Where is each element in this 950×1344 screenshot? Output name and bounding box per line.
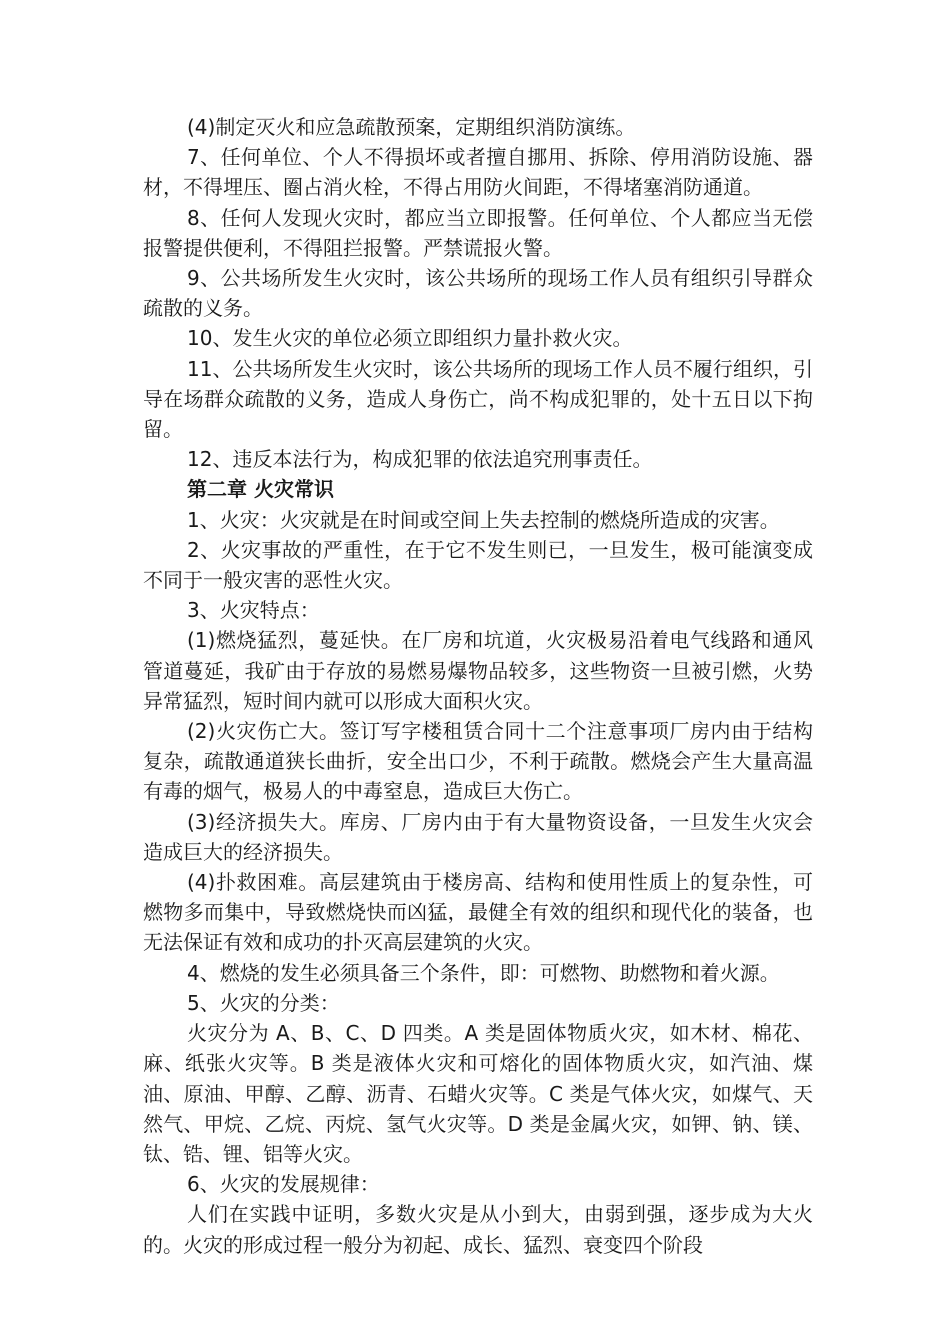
paragraph: (3)经济损失大。库房、厂房内由于有大量物资设备，一旦发生火灾会造成巨大的经济损失。 [143, 809, 813, 864]
paragraph: 7、任何单位、个人不得损坏或者擅自挪用、拆除、停用消防设施、器材，不得埋压、圈占消火栓，不得占用防火间距，不得堵塞消防通道。 [143, 145, 813, 200]
paragraph: 人们在实践中证明，多数火灾是从小到大，由弱到强，逐步成为大火的。火灾的形成过程一般分为初起、成长、猛烈、衰变四个阶段 [143, 1202, 813, 1257]
paragraph: 9、公共场所发生火灾时，该公共场所的现场工作人员有组织引导群众疏散的义务。 [143, 266, 813, 321]
paragraph: (1)燃烧猛烈，蔓延快。在厂房和坑道，火灾极易沿着电气线路和通风管道蔓延，我矿由于存放的易燃易爆物品较多，这些物资一旦被引燃，火势异常猛烈，短时间内就可以形成大面积火灾。 [143, 628, 813, 713]
paragraph: 10、发生火灾的单位必须立即组织力量扑救火灾。 [187, 326, 633, 351]
paragraph: 8、任何人发现火灾时，都应当立即报警。任何单位、个人都应当无偿报警提供便利，不得阻拦报警。严禁谎报火警。 [143, 205, 813, 260]
paragraph: 6、火灾的发展规律： [187, 1172, 380, 1197]
paragraph: 5、火灾的分类： [187, 990, 340, 1015]
paragraph: 2、火灾事故的严重性，在于它不发生则已，一旦发生，极可能演变成不同于一般灾害的恶性火灾。 [143, 537, 813, 593]
paragraph: (4)扑救困难。高层建筑由于楼房高、结构和使用性质上的复杂性，可燃物多而集中，导致燃烧快而凶猛，最健全有效的组织和现代化的装备，也无法保证有效和成功的扑灭高层建筑的火灾。 [143, 870, 813, 955]
paragraph: 火灾分为 A、B、C、D 四类。A 类是固体物质火灾，如木材、棉花、麻、纸张火灾等。B 类是液体火灾和可熔化的固体物质火灾，如汽油、煤油、原油、甲醇、乙醇、沥青、石蜡火灾等。C 类是气体火灾，如煤气、天然气、甲烷、乙烷、丙烷、氢气火灾等。D 类是金属火灾，如钾、钠、镁、钛、锆、锂、铝等火灾。 [143, 1021, 813, 1166]
paragraph: 3、火灾特点： [187, 598, 320, 623]
paragraph: 1、火灾：火灾就是在时间或空间上失去控制的燃烧所造成的灾害。 [187, 507, 780, 532]
chapter-heading: 第二章 火灾常识 [187, 477, 334, 502]
paragraph: 11、公共场所发生火灾时，该公共场所的现场工作人员不履行组织，引导在场群众疏散的义务，造成人身伤亡，尚不构成犯罪的，处十五日以下拘留。 [143, 356, 813, 442]
paragraph: 12、违反本法行为，构成犯罪的依法追究刑事责任。 [187, 447, 653, 472]
paragraph: (2)火灾伤亡大。签订写字楼租赁合同十二个注意事项厂房内由于结构复杂，疏散通道狭长曲折，安全出口少，不利于疏散。燃烧会产生大量高温有毒的烟气，极易人的中毒窒息，造成巨大伤亡。 [143, 719, 813, 804]
paragraph: (4)制定灭火和应急疏散预案，定期组织消防演练。 [187, 115, 636, 139]
paragraph: 4、燃烧的发生必须具备三个条件，即：可燃物、助燃物和着火源。 [187, 960, 780, 985]
document-body [143, 112, 813, 1260]
